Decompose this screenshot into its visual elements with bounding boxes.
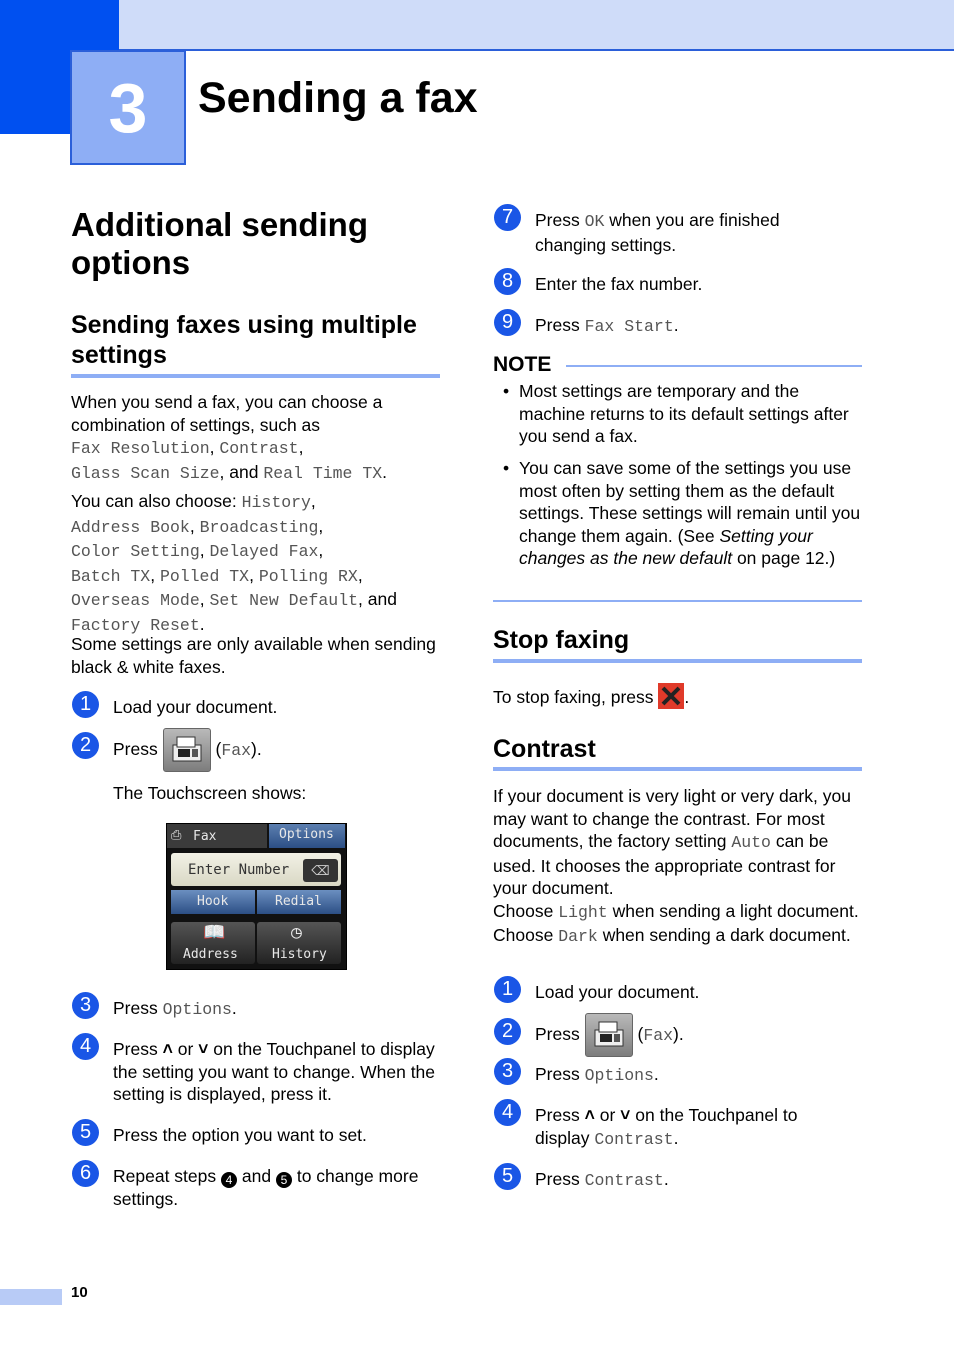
step-text: Press ˄ or ˅ on the Touchpanel to display the setting you want to change. When the setting is displayed, press it. bbox=[113, 1039, 436, 1104]
lcd-redial: Redial bbox=[275, 894, 322, 909]
step-text: Press ˄ or ˅ on the Touchpanel to display Contrast. bbox=[535, 1105, 798, 1149]
step-ref: 5 bbox=[276, 1172, 292, 1188]
step-number: 7 bbox=[494, 204, 521, 231]
step-text: Press Contrast. bbox=[535, 1169, 669, 1190]
chevron-up-icon: ˄ bbox=[584, 1105, 595, 1125]
backspace-icon: ⌫ bbox=[303, 859, 338, 882]
step-text: Load your document. bbox=[113, 697, 278, 717]
step-number: 4 bbox=[494, 1099, 521, 1126]
chevron-up-icon: ˄ bbox=[162, 1039, 173, 1059]
lcd-fax-label: Fax bbox=[193, 829, 217, 844]
touchscreen-caption: The Touchscreen shows: bbox=[113, 783, 307, 803]
paragraph-intro: When you send a fax, you can choose a combination of settings, such as Fax Resolution, Contrast, Glass Scan Size, and Real Time TX. bbox=[71, 392, 388, 483]
stop-faxing-title: Stop faxing bbox=[493, 626, 630, 654]
chapter-number: 3 bbox=[70, 50, 186, 165]
note-bullet: • Most settings are temporary and the machine returns to its default settings after you send a fax. bbox=[503, 381, 849, 446]
step-text: Press OK when you are finished changing settings. bbox=[535, 210, 780, 255]
lcd-enter-number: Enter Number bbox=[188, 862, 290, 878]
divider bbox=[493, 767, 862, 771]
note-rule bbox=[566, 365, 862, 367]
step-number: 8 bbox=[494, 268, 521, 295]
step-text: Press (Fax). bbox=[535, 1012, 684, 1058]
fax-button-icon bbox=[163, 728, 211, 772]
step-text: Press (Fax). bbox=[113, 727, 262, 773]
fax-icon: ⎙ bbox=[171, 828, 182, 843]
step-number: 3 bbox=[72, 992, 99, 1019]
address-book-icon: 📖 bbox=[203, 922, 226, 943]
step-text: Repeat steps 4 and 5 to change more settings. bbox=[113, 1166, 419, 1210]
note-title: NOTE bbox=[493, 353, 552, 376]
page-number: 10 bbox=[71, 1284, 88, 1301]
step-text: Load your document. bbox=[535, 982, 700, 1002]
step-text: Press Fax Start. bbox=[535, 315, 679, 336]
paragraph-bw: Some settings are only available when sending black & white faxes. bbox=[71, 634, 436, 677]
contrast-title: Contrast bbox=[493, 735, 596, 763]
subsection-title: Sending faxes using multiple settings bbox=[71, 311, 417, 369]
lcd-options-label: Options bbox=[279, 827, 334, 842]
footer-bar bbox=[0, 1289, 62, 1305]
step-number: 1 bbox=[494, 976, 521, 1003]
note-bullet: • You can save some of the settings you use most often by setting them as the default settings. These settings will remain until you change them again. (See Setting your changes as the new default on page 12.) bbox=[503, 458, 861, 568]
section-title: Additional sending options bbox=[71, 206, 368, 281]
step-number: 3 bbox=[494, 1058, 521, 1085]
step-text: Press Options. bbox=[113, 998, 237, 1019]
divider bbox=[71, 374, 440, 378]
header-band bbox=[0, 0, 954, 51]
stop-text: To stop faxing, press . bbox=[493, 683, 689, 709]
chevron-down-icon: ˅ bbox=[198, 1039, 209, 1059]
step-number: 9 bbox=[494, 309, 521, 336]
step-ref: 4 bbox=[221, 1172, 237, 1188]
lcd-hook: Hook bbox=[197, 894, 229, 909]
divider bbox=[493, 659, 862, 663]
note-rule-bottom bbox=[493, 600, 862, 602]
step-number: 5 bbox=[72, 1119, 99, 1146]
step-number: 1 bbox=[72, 691, 99, 718]
clock-icon: ◷ bbox=[291, 922, 302, 943]
stop-x-icon bbox=[658, 683, 684, 709]
lcd-history: History bbox=[272, 947, 327, 962]
step-number: 5 bbox=[494, 1163, 521, 1190]
step-number: 4 bbox=[72, 1033, 99, 1060]
chevron-down-icon: ˅ bbox=[620, 1105, 631, 1125]
chapter-title: Sending a fax bbox=[198, 74, 478, 122]
lcd-address: Address bbox=[183, 947, 238, 962]
touchscreen-image bbox=[166, 823, 347, 970]
step-number: 2 bbox=[494, 1018, 521, 1045]
step-text: Press the option you want to set. bbox=[113, 1125, 367, 1145]
contrast-paragraph: If your document is very light or very dark, you may want to change the contrast. For most documents, the factory setting Auto can be used. It chooses the appropriate contrast for your document. Choose Light when sending a light document. Choose Dark when sending a dark document. bbox=[493, 786, 859, 946]
step-text: Press Options. bbox=[535, 1064, 659, 1085]
paragraph-options: You can also choose: History, Address Book, Broadcasting, Color Setting, Delayed Fax, Batch TX, Polled TX, Polling RX, Overseas Mode, Set New Default, and Factory Reset. bbox=[71, 491, 397, 635]
step-text: Enter the fax number. bbox=[535, 274, 703, 294]
step-number: 2 bbox=[72, 732, 99, 759]
fax-button-icon bbox=[585, 1013, 633, 1057]
step-number: 6 bbox=[72, 1160, 99, 1187]
